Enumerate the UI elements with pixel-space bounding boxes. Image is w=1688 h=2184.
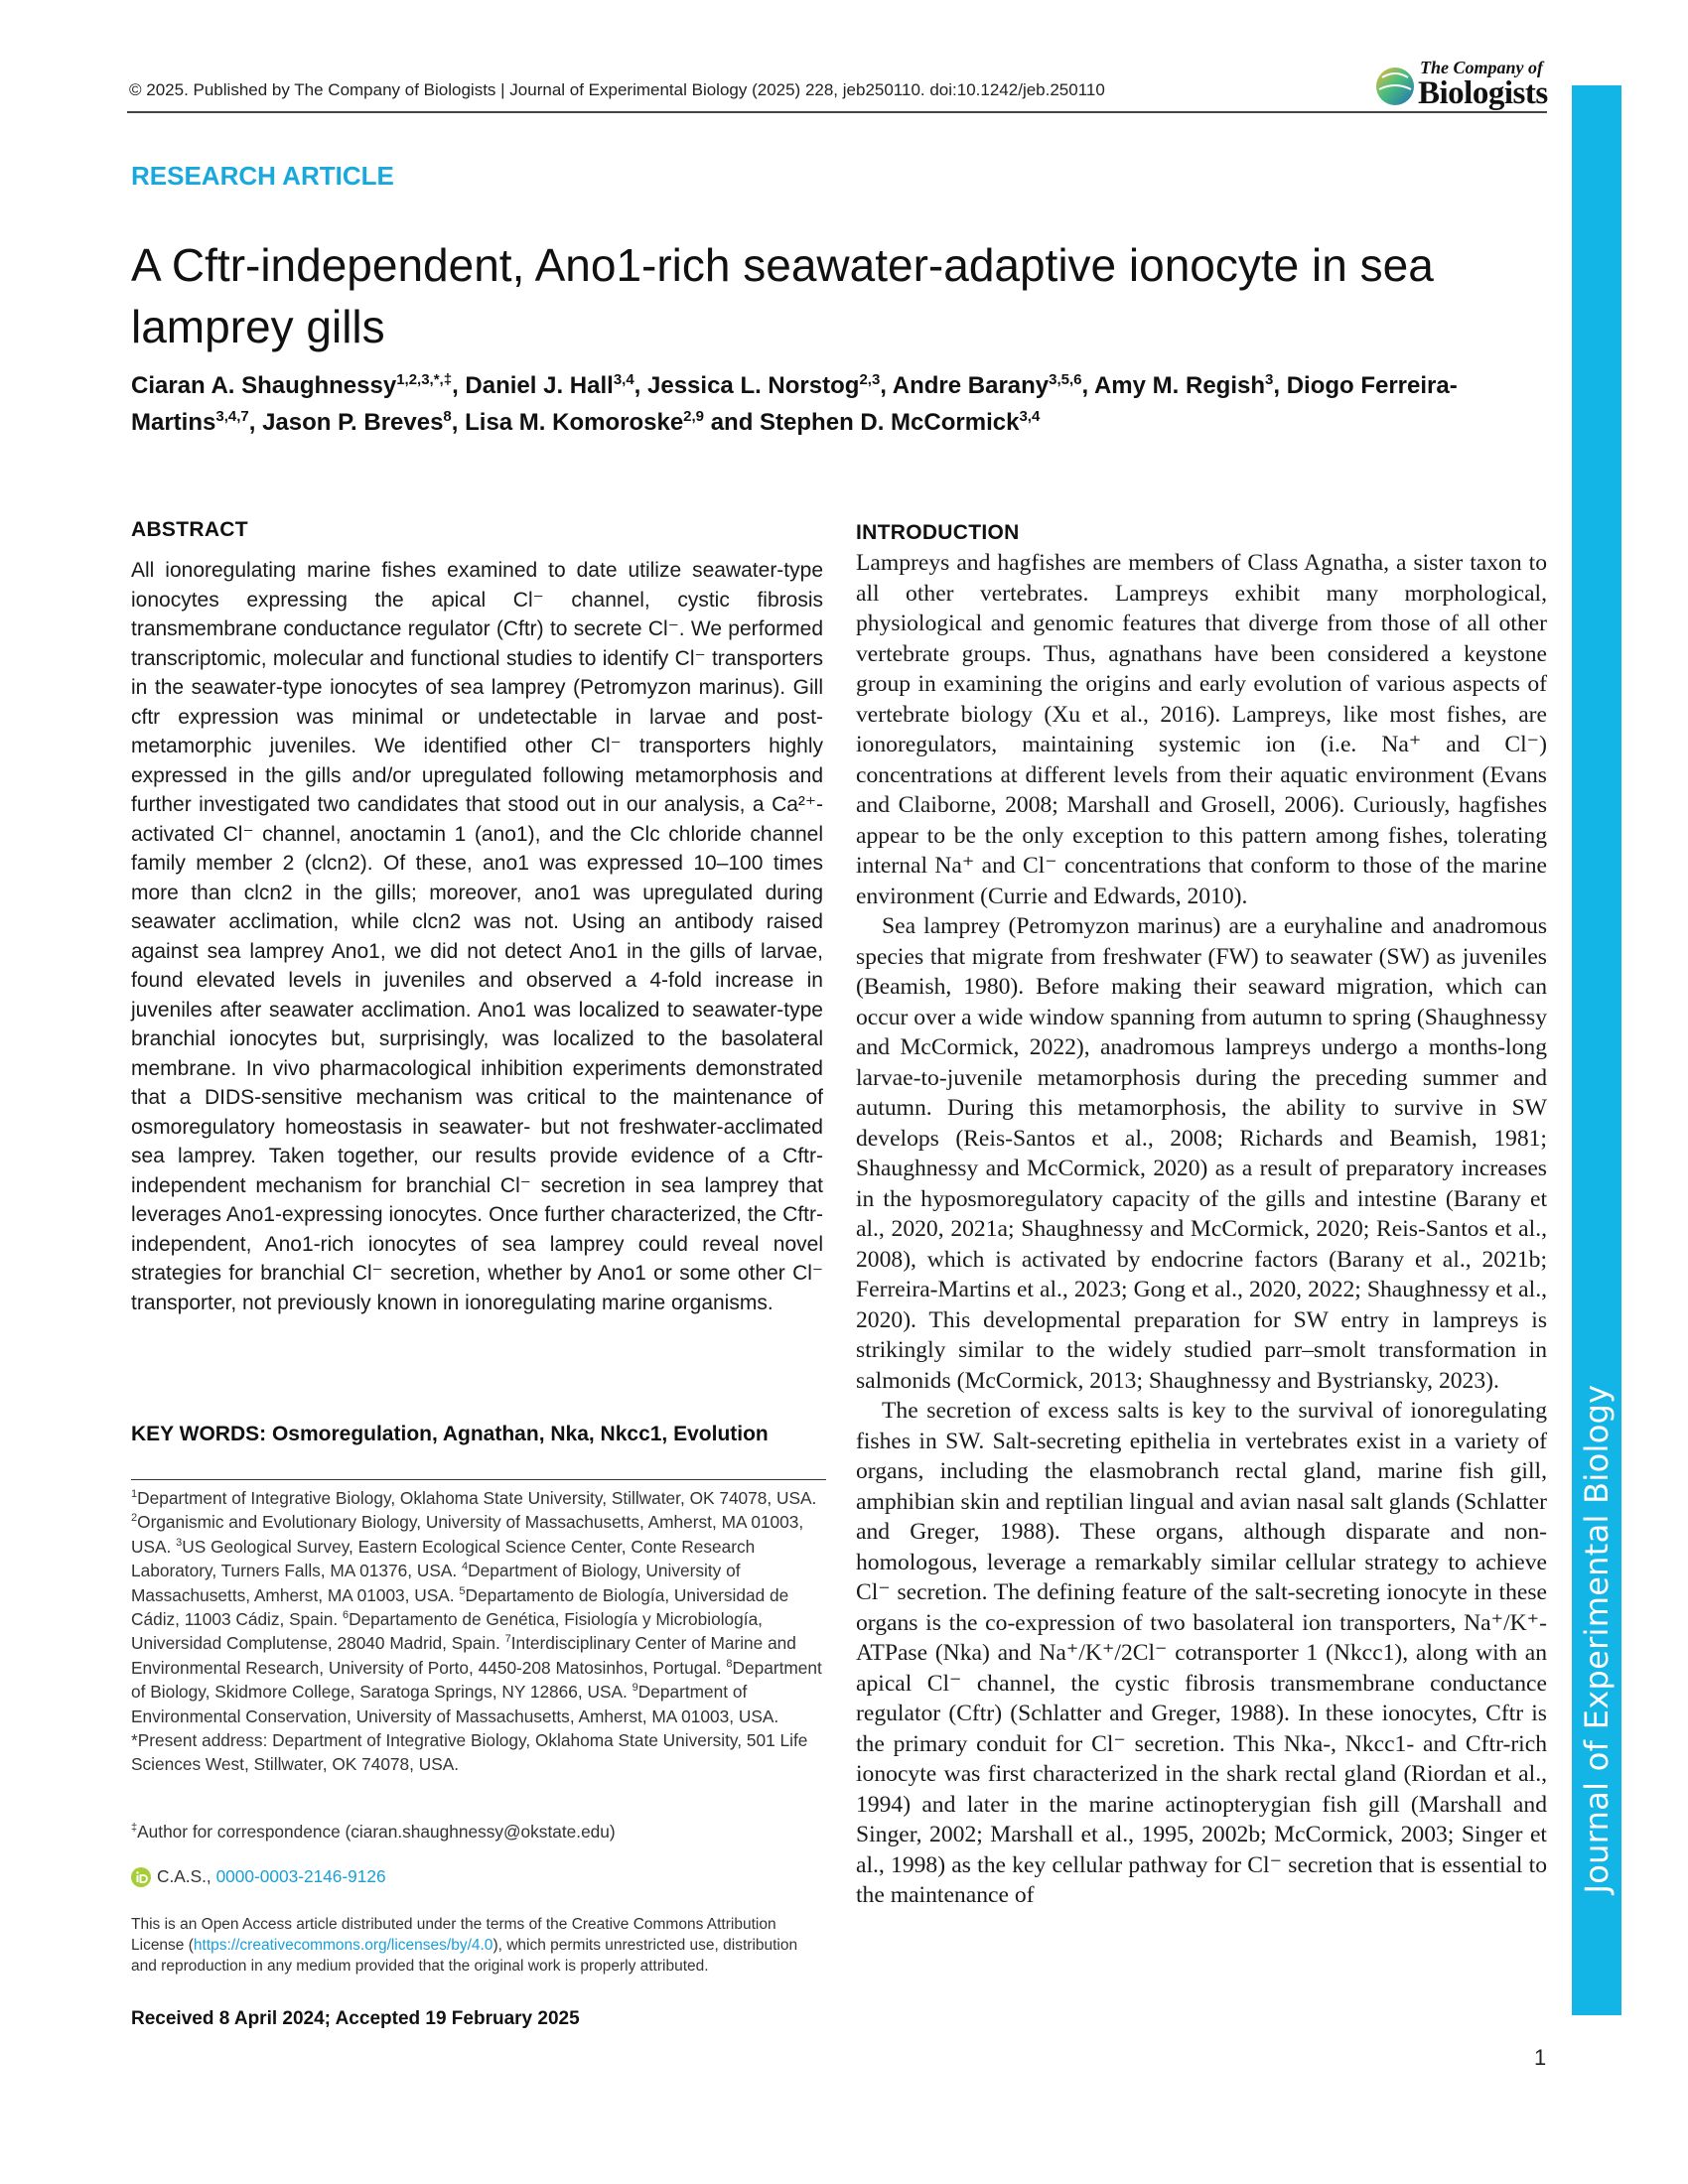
affiliation-number: 3 (176, 1537, 183, 1550)
logo-text-big: Biologists (1418, 75, 1548, 111)
author: Diogo Ferreira-Martins (131, 372, 1458, 436)
affiliations-divider (131, 1479, 826, 1480)
article-title: A Cftr-independent, Ano1-rich seawater-adaptive ionocyte in sea lamprey gills (131, 239, 1434, 352)
affiliation-number: 4 (462, 1561, 469, 1573)
received-dates: Received 8 April 2024; Accepted 19 February 2025 (131, 2008, 580, 2029)
present-address: *Present address: Department of Integrative Biology, Oklahoma State University, 501 Life Sciences West, Stillwater, OK 74078, USA. (131, 1730, 808, 1775)
author: Stephen D. McCormick (760, 409, 1020, 436)
author: Andre Barany (892, 372, 1050, 399)
globe-icon (1374, 60, 1416, 109)
affiliations (131, 1486, 826, 1777)
affiliation-text: Interdisciplinary Center of Marine and Environmental Research, University of Porto, 4450-208 Matosinhos, Portugal. (131, 1633, 796, 1678)
page-number: 1 (1534, 2045, 1547, 2070)
journal-sidebar (1572, 85, 1621, 2015)
affiliation-text: Department of Environmental Conservation, University of Massachusetts, Amherst, MA 01003, USA. (131, 1682, 779, 1726)
author-affiliation: 3 (1265, 371, 1274, 388)
correspondence-text[interactable]: Author for correspondence (ciaran.shaughnessy@okstate.edu) (137, 1822, 616, 1842)
author-list: Ciaran A. Shaughnessy$^{1,2,3,*,\ddagger}$, Daniel J. Hall$^{3,4}$, Jessica L. Norstog$^{2,3}$, Andre Barany$^{3,5,6}$, Amy M. Regish$^3$, Diogo Ferreira-Martins$^{3,4,7}$, Jason P. Breves$^8$, Lisa M. Komoroske$^{2,9}$ and Stephen D. McCormick$^{3,4}$ (131, 371, 1458, 436)
affiliation-text: Departamento de Biología, Universidad de Cádiz, 11003 Cádiz, Spain. (131, 1584, 789, 1630)
intro-paragraph: Sea lamprey (Petromyzon marinus) are a euryhaline and anadromous species that migrate from freshwater (FW) to seawater (SW) as juveniles (Beamish, 1980). Before making their seaward migration, which can occur over a wide window spanning from autumn to spring (Shaughnessy and McCormick, 2022), anadromous lampreys undergo a months-long larvae-to-juvenile metamorphosis during the preceding summer and autumn. During this metamorphosis, the ability to survive in SW develops (Reis-Santos et al., 2008; Richards and Beamish, 1981; Shaughnessy and McCormick, 2020) as a result of preparatory increases in the hyposmoregulatory capacity of the gills and intestine (Barany et al., 2020, 2021a; Shaughnessy and McCormick, 2020; Reis-Santos et al., 2008), which is activated by endocrine factors (Barany et al., 2021b; Ferreira-Martins et al., 2023; Gong et al., 2020, 2022; Shaughnessy et al., 2020). This developmental preparation for SW entry in lampreys is strikingly similar to the widely studied parr–smolt transformation in salmonids (McCormick, 2013; Shaughnessy and Bystriansky, 2023). (856, 913, 1547, 1394)
orcid-label: C.A.S., (157, 1866, 211, 1886)
orcid-line (131, 1866, 386, 1887)
license-text-pre: This is an Open Access article distributed under the terms of the Creative Commons Attribution License ( (131, 1916, 776, 1954)
affiliation-text: Organismic and Evolutionary Biology, University of Massachusetts, Amherst, MA 01003, USA. (131, 1512, 804, 1557)
affiliation-number: 5 (459, 1584, 466, 1597)
affiliation-text: Departamento de Genética, Fisiología y Microbiología, Universidad Complutense, 28040 Madrid, Spain. (131, 1609, 763, 1654)
author-affiliation: 3,4 (613, 371, 634, 388)
article-type: RESEARCH ARTICLE (131, 161, 394, 191)
author-affiliation: 8 (443, 408, 452, 425)
author-affiliation: 3,4 (1019, 408, 1041, 425)
keywords: KEY WORDS: Osmoregulation, Agnathan, Nka, Nkcc1, Evolution (131, 1423, 769, 1445)
author: Jason P. Breves (262, 409, 444, 436)
intro-paragraph: Lampreys and hagfishes are members of Class Agnatha, a sister taxon to all other vertebrates. Lampreys exhibit many morphological, physiological and genomic features that diverge from those of all other vertebrate groups. Thus, agnathans have been considered a keystone group in examining the origins and early evolution of various aspects of vertebrate biology (Xu et al., 2016). Lampreys, like most fishes, are ionoregulators, maintaining systemic ion (i.e. Na⁺ and Cl⁻) concentrations at different levels from their aquatic environment (Evans and Claiborne, 2008; Marshall and Grosell, 2006). Curiously, hagfishes appear to be the only exception to this pattern among fishes, tolerating internal Na⁺ and Cl⁻ concentrations that conform to those of the marine environment (Currie and Edwards, 2010). (856, 550, 1547, 909)
author: Daniel J. Hall (465, 372, 614, 399)
author-affiliation: 3,4,7 (215, 408, 249, 425)
author: Jessica L. Norstog (647, 372, 860, 399)
affiliation-text: Department of Integrative Biology, Oklahoma State University, Stillwater, OK 74078, USA. (137, 1488, 817, 1508)
publisher-logo[interactable] (1374, 56, 1553, 115)
affiliation-number: 8 (726, 1658, 733, 1671)
abstract-heading: ABSTRACT (131, 518, 248, 541)
affiliation-number: 1 (131, 1488, 138, 1501)
logo-text-small: The Company of (1420, 58, 1543, 77)
citation-header: © 2025. Published by The Company of Biologists | Journal of Experimental Biology (2025) 228, jeb250110. doi:10.1242/jeb.250110 (129, 80, 1105, 99)
author: Amy M. Regish (1093, 372, 1265, 399)
affiliation-text: Department of Biology, University of Massachusetts, Amherst, MA 01003, USA. (131, 1561, 741, 1605)
correspondence-symbol: ‡ (131, 1822, 138, 1835)
header-divider (127, 111, 1547, 113)
affiliation-text: Department of Biology, Skidmore College, Saratoga Springs, NY 12866, USA. (131, 1657, 822, 1703)
author-affiliation: 2,9 (683, 408, 705, 425)
correspondence (131, 1822, 826, 1843)
author: Ciaran A. Shaughnessy (131, 372, 397, 399)
introduction-heading: INTRODUCTION (856, 521, 1020, 544)
author: Lisa M. Komoroske (465, 409, 684, 436)
license-text-post: ), which permits unrestricted use, distribution and reproduction in any medium provided that the original work is properly attributed. (131, 1937, 798, 1975)
journal-name: Journal of Experimental Biology (1578, 1384, 1616, 1894)
orcid-icon (131, 1867, 151, 1887)
affiliation-text: US Geological Survey, Eastern Ecological Science Center, Conte Research Laboratory, Turners Falls, MA 01376, USA. (131, 1536, 756, 1581)
affiliation-number: 6 (342, 1609, 350, 1622)
license-notice (131, 1914, 826, 1977)
abstract-body: All ionoregulating marine fishes examined to date utilize seawater-type ionocytes expressing the apical Cl⁻ channel, cystic fibrosis transmembrane conductance regulator (Cftr) to secrete Cl⁻. We performed transcriptomic, molecular and functional studies to identify Cl⁻ transporters in the seawater-type ionocytes of sea lamprey (Petromyzon marinus). Gill cftr expression was minimal or undetectable in larvae and post-metamorphic juveniles. We identified other Cl⁻ transporters highly expressed in the gills and/or upregulated following metamorphosis and further investigated two candidates that stood out in our analysis, a Ca²⁺-activated Cl⁻ channel, anoctamin 1 (ano1), and the Clc chloride channel family member 2 (clcn2). Of these, ano1 was expressed 10–100 times more than clcn2 in the gills; moreover, ano1 was upregulated during seawater acclimation, while clcn2 was not. Using an antibody raised against sea lamprey Ano1, we did not detect Ano1 in the gills of larvae, found elevated levels in juveniles and observed a 4-fold increase in juveniles after seawater acclimation. Ano1 was localized to seawater-type branchial ionocytes but, surprisingly, was localized to the basolateral membrane. In vivo pharmacological inhibition experiments demonstrated that a DIDS-sensitive mechanism was critical to the maintenance of osmoregulatory homeostasis in seawater- but not freshwater-acclimated sea lamprey. Taken together, our results provide evidence of a Cftr-independent mechanism for branchial Cl⁻ secretion in sea lamprey that leverages Ano1-expressing ionocytes. Once further characterized, the Cftr-independent, Ano1-rich ionocytes of sea lamprey could reveal novel strategies for branchial Cl⁻ secretion, whether by Ano1 or some other Cl⁻ transporter, not previously known in ionoregulating marine organisms. (131, 559, 823, 1314)
intro-paragraph: The secretion of excess salts is key to the survival of ionoregulating fishes in SW. Salt-secreting epithelia in vertebrates exist in a variety of organs, including the elasmobranch rectal gland, marine fish gill, amphibian skin and reptilian lingual and avian nasal salt glands (Schlatter and Greger, 1988). These organs, although disparate and non-homologous, leverage a remarkably similar cellular strategy to achieve Cl⁻ secretion. The defining feature of the salt-secreting ionocyte in these organs is the co-expression of two basolateral ion transporters, Na⁺/K⁺-ATPase (Nka) and Na⁺/K⁺/2Cl⁻ cotransporter 1 (Nkcc1), along with an apical Cl⁻ channel, the cystic fibrosis transmembrane conductance regulator (Cftr) (Schlatter and Greger, 1988). In these ionocytes, Cftr is the primary conduit for Cl⁻ secretion. This Nka-, Nkcc1- and Cftr-rich ionocyte was first characterized in the shark rectal gland (Riordan et al., 1994) and later in the marine actinopterygian fish gill (Marshall and Singer, 2002; Marshall et al., 1995, 2002b; McCormick, 2003; Singer et al., 1998) as the key cellular pathway for Cl⁻ secretion that is essential to the maintenance of (856, 1398, 1547, 1908)
affiliation-number: 2 (131, 1512, 138, 1525)
affiliation-number: 7 (504, 1633, 511, 1646)
license-link[interactable]: https://creativecommons.org/licenses/by/4.0 (193, 1937, 493, 1954)
introduction-body (856, 548, 1547, 1911)
author-affiliation: 3,5,6 (1049, 371, 1082, 388)
affiliation-number: 9 (632, 1682, 638, 1695)
orcid-link[interactable]: 0000-0003-2146-9126 (215, 1866, 386, 1886)
author-affiliation: 2,3 (859, 371, 881, 388)
author-affiliation: 1,2,3,*,‡ (396, 371, 453, 388)
